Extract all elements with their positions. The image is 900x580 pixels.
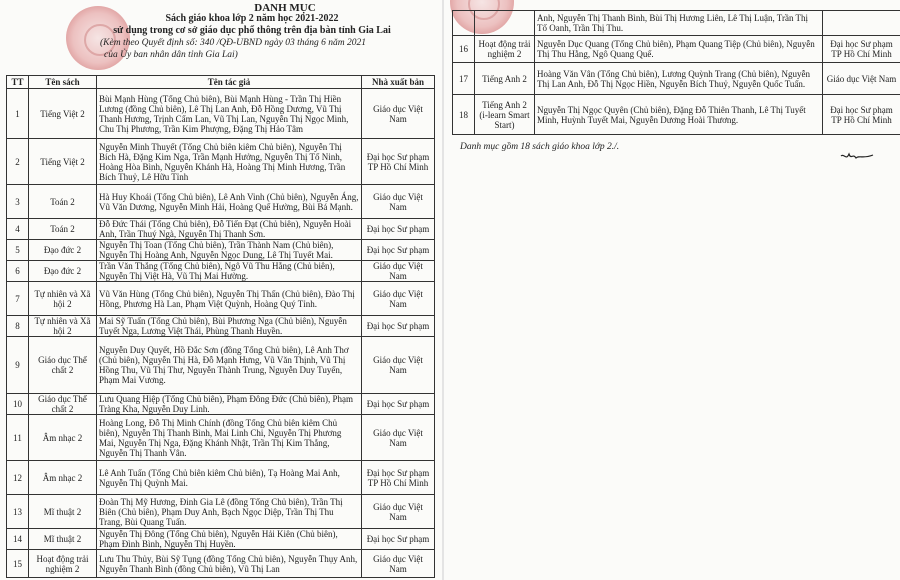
author-list: Đoàn Thị Mỹ Hương, Đinh Gia Lê (đồng Tổng Chủ biên), Trần Thị Biên (Chủ biên), Phạm Duy Anh, Bạch Ngọc Diệp, Trần Thị Thu Trang, Bùi Quang Tuấn. — [97, 495, 362, 529]
col-header-publisher: Nhà xuất bản — [362, 76, 435, 89]
signature-icon — [840, 150, 874, 164]
publisher-name: Đại học Sư phạm TP Hồ Chí Minh — [362, 461, 435, 495]
table-row — [453, 63, 900, 95]
row-number: 9 — [7, 337, 29, 394]
row-number: 12 — [7, 461, 29, 495]
decision-reference — [100, 37, 410, 61]
publisher-name: Đại học Sư phạm TP Hồ Chí Minh — [823, 36, 900, 63]
row-number: 6 — [7, 261, 29, 282]
publisher-name: Đại học Sư phạm — [362, 529, 435, 550]
book-title: Tiếng Việt 2 — [29, 89, 97, 139]
author-list: Bùi Mạnh Hùng (Tổng Chủ biên), Bùi Mạnh Hùng - Trần Thị Hiền Lương (đồng Chủ biên), Lê Thị Lan Anh, Đỗ Hồng Dương, Vũ Thị Thanh Hương, Trịnh Cẩm Lan, Vũ Thị Lan, Nguyễn Thị Ngọc Minh, Chu Thị Phương, Trần Kim Phượng, Đặng Thị Hảo Tâm — [97, 89, 362, 139]
publisher-name: Giáo dục Việt Nam — [362, 282, 435, 316]
table-row — [453, 11, 900, 36]
row-number: 18 — [453, 95, 475, 135]
book-title — [475, 11, 535, 36]
book-title: Âm nhạc 2 — [29, 415, 97, 461]
publisher-name: Đại học Sư phạm — [362, 240, 435, 261]
publisher-name: Đại học Sư phạm — [362, 316, 435, 337]
table-row — [7, 89, 435, 139]
author-list: Lưu Thu Thủy, Bùi Sỹ Tụng (đồng Tổng Chủ biên), Nguyễn Thụy Anh, Nguyễn Thanh Bình (đồng Chủ biên), Vũ Thị Lan — [97, 550, 362, 578]
publisher-name: Giáo dục Việt Nam — [362, 185, 435, 219]
col-header-book: Tên sách — [29, 76, 97, 89]
author-list: Nguyễn Duy Quyết, Hồ Đắc Sơn (đồng Tổng Chủ biên), Lê Anh Thơ (Chủ biên), Nguyễn Thị Hà, Đỗ Mạnh Hưng, Vũ Văn Thịnh, Vũ Thị Hồng Thu, Vũ Thị Thư, Nguyễn Thành Trung, Nguyễn Duy Tuyến, Phạm Mai Vương. — [97, 337, 362, 394]
author-list: Trần Văn Thắng (Tổng Chủ biên), Ngô Vũ Thu Hằng (Chủ biên), Nguyễn Thị Việt Hà, Vũ Thị Mai Hường. — [97, 261, 362, 282]
author-list: Nguyễn Thị Ngọc Quyên (Chủ biên), Đặng Đỗ Thiên Thanh, Lê Thị Tuyết Minh, Huỳnh Tuyết Mai, Nguyễn Dương Hoài Thương. — [535, 95, 823, 135]
row-number — [453, 11, 475, 36]
author-list: Mai Sỹ Tuấn (Tổng Chủ biên), Bùi Phương Nga (Chủ biên), Nguyễn Tuyết Nga, Lương Việt Thái, Phùng Thanh Huyền. — [97, 316, 362, 337]
table-row — [7, 185, 435, 219]
table-row — [453, 36, 900, 63]
publisher-name: Giáo dục Việt Nam — [362, 495, 435, 529]
book-title: Mĩ thuật 2 — [29, 495, 97, 529]
book-title: Giáo dục Thể chất 2 — [29, 394, 97, 415]
table-row — [7, 337, 435, 394]
publisher-name: Giáo dục Việt Nam — [823, 63, 900, 95]
publisher-name — [823, 11, 900, 36]
table-row — [453, 95, 900, 135]
publisher-name: Đại học Sư phạm — [362, 394, 435, 415]
author-list: Hoàng Long, Đỗ Thị Minh Chính (đồng Tổng Chủ biên kiêm Chủ biên), Nguyễn Thị Thanh Bình, Mai Linh Chi, Nguyễn Thị Phương Mai, Nguyễn Thị Nga, Đặng Khánh Nhật, Trần Thị Kim Thắng, Nguyễn Thị Thanh Vân. — [97, 415, 362, 461]
book-title: Mĩ thuật 2 — [29, 529, 97, 550]
table-row — [7, 219, 435, 240]
row-number: 2 — [7, 139, 29, 185]
row-number: 10 — [7, 394, 29, 415]
decision-line-2: của Ủy ban nhân dân tỉnh Gia Lai) — [104, 50, 238, 60]
publisher-name: Đại học Sư phạm — [362, 219, 435, 240]
table-row — [7, 415, 435, 461]
publisher-name: Giáo dục Việt Nam — [362, 89, 435, 139]
row-number: 4 — [7, 219, 29, 240]
publisher-name: Giáo dục Việt Nam — [362, 337, 435, 394]
row-number: 17 — [453, 63, 475, 95]
author-list: Nguyễn Thị Toan (Tổng Chủ biên), Trần Thành Nam (Chủ biên), Nguyễn Thị Hoàng Anh, Nguyễn Ngọc Dung, Lê Thị Tuyết Mai. — [97, 240, 362, 261]
table-header-row — [7, 76, 435, 89]
document-title: DANH MỤC — [254, 2, 316, 14]
row-number: 1 — [7, 89, 29, 139]
publisher-name: Giáo dục Việt Nam — [362, 261, 435, 282]
textbook-table — [6, 75, 435, 578]
book-title: Tự nhiên và Xã hội 2 — [29, 316, 97, 337]
document-subtitle — [72, 13, 432, 37]
row-number: 16 — [453, 36, 475, 63]
table-row — [7, 394, 435, 415]
author-list: Anh, Nguyễn Thị Thanh Bình, Bùi Thị Hương Liên, Lê Thị Luận, Trần Thị Tố Oanh, Trần Thị Thu. — [535, 11, 823, 36]
book-title: Hoạt động trải nghiệm 2 — [29, 550, 97, 578]
right-page — [444, 0, 900, 580]
book-title: Tiếng Anh 2 — [475, 63, 535, 95]
list-summary-note: Danh mục gồm 18 sách giáo khoa lớp 2./. — [460, 142, 620, 152]
table-row — [7, 495, 435, 529]
row-number: 15 — [7, 550, 29, 578]
table-row — [7, 139, 435, 185]
author-list: Hà Huy Khoái (Tổng Chủ biên), Lê Anh Vinh (Chủ biên), Nguyễn Áng, Vũ Văn Dương, Nguyễn Minh Hải, Hoàng Quế Hường, Bùi Bá Mạnh. — [97, 185, 362, 219]
book-title: Toán 2 — [29, 219, 97, 240]
left-page — [0, 0, 442, 580]
row-number: 13 — [7, 495, 29, 529]
book-title: Tiếng Việt 2 — [29, 139, 97, 185]
book-title: Tiếng Anh 2 (i-learn Smart Start) — [475, 95, 535, 135]
subtitle-line-2: sử dụng trong cơ sở giáo dục phổ thông trên địa bàn tỉnh Gia Lai — [113, 25, 391, 36]
table-row — [7, 282, 435, 316]
table-row — [7, 550, 435, 578]
author-list: Lưu Quang Hiệp (Tổng Chủ biên), Phạm Đông Đức (Chủ biên), Phạm Tràng Kha, Nguyễn Duy Linh. — [97, 394, 362, 415]
author-list: Hoàng Văn Vân (Tổng Chủ biên), Lương Quỳnh Trang (Chủ biên), Nguyễn Thị Lan Anh, Đỗ Thị Ngọc Hiền, Nguyễn Bích Thuỷ, Nguyễn Quốc Tuấn. — [535, 63, 823, 95]
table-row — [7, 316, 435, 337]
publisher-name: Đại học Sư phạm TP Hồ Chí Minh — [362, 139, 435, 185]
book-title: Giáo dục Thể chất 2 — [29, 337, 97, 394]
row-number: 11 — [7, 415, 29, 461]
book-title: Toán 2 — [29, 185, 97, 219]
row-number: 14 — [7, 529, 29, 550]
publisher-name: Giáo dục Việt Nam — [362, 415, 435, 461]
table-row — [7, 261, 435, 282]
book-title: Tự nhiên và Xã hội 2 — [29, 282, 97, 316]
author-list: Vũ Văn Hùng (Tổng Chủ biên), Nguyễn Thị Thấn (Chủ biên), Đào Thị Hồng, Phương Hà Lan, Phạm Việt Quỳnh, Hoàng Quý Tỉnh. — [97, 282, 362, 316]
col-header-authors: Tên tác giả — [97, 76, 362, 89]
author-list: Nguyễn Thị Đông (Tổng Chủ biên), Nguyễn Hải Kiên (Chủ biên), Phạm Đình Bình, Nguyễn Thị Huyền. — [97, 529, 362, 550]
row-number: 8 — [7, 316, 29, 337]
author-list: Nguyễn Minh Thuyết (Tổng Chủ biên kiêm Chủ biên), Nguyễn Thị Bích Hà, Đặng Kim Nga, Trần Mạnh Hưởng, Nguyễn Thị Tố Ninh, Hoàng Hòa Bình, Nguyễn Khánh Hà, Hoàng Thị Minh Hương, Trần Bích Thuỷ, Lê Hữu Tỉnh — [97, 139, 362, 185]
row-number: 7 — [7, 282, 29, 316]
author-list: Lê Anh Tuấn (Tổng Chủ biên kiêm Chủ biên), Tạ Hoàng Mai Anh, Nguyễn Thị Quỳnh Mai. — [97, 461, 362, 495]
row-number: 3 — [7, 185, 29, 219]
book-title: Đạo đức 2 — [29, 261, 97, 282]
table-row — [7, 529, 435, 550]
book-title: Đạo đức 2 — [29, 240, 97, 261]
publisher-name: Đại học Sư phạm TP Hồ Chí Minh — [823, 95, 900, 135]
publisher-name: Giáo dục Việt Nam — [362, 550, 435, 578]
subtitle-line-1: Sách giáo khoa lớp 2 năm học 2021-2022 — [165, 13, 339, 24]
row-number: 5 — [7, 240, 29, 261]
book-title: Hoạt động trải nghiệm 2 — [475, 36, 535, 63]
book-title: Âm nhạc 2 — [29, 461, 97, 495]
author-list: Nguyễn Dục Quang (Tổng Chủ biên), Phạm Quang Tiệp (Chủ biên), Nguyễn Thị Thu Hằng, Ngô Quang Quế. — [535, 36, 823, 63]
table-row — [7, 240, 435, 261]
col-header-tt: TT — [7, 76, 29, 89]
table-row — [7, 461, 435, 495]
decision-line-1: (Kèm theo Quyết định số: 340 /QĐ-UBND ngày 03 tháng 6 năm 2021 — [100, 38, 366, 48]
textbook-table-continued — [452, 10, 900, 135]
author-list: Đỗ Đức Thái (Tổng Chủ biên), Đỗ Tiến Đạt (Chủ biên), Nguyễn Hoài Anh, Trần Thuý Ngà, Nguyễn Thị Thanh Sơn. — [97, 219, 362, 240]
